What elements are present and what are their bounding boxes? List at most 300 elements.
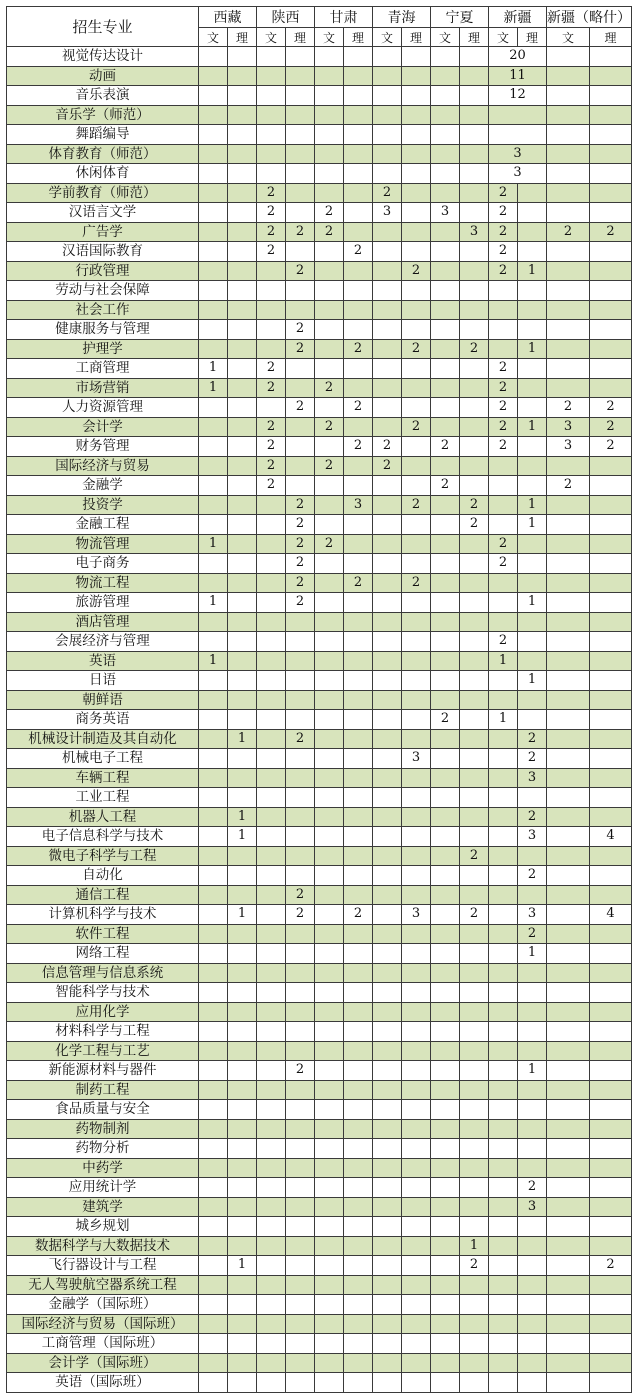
quota-cell: [228, 554, 257, 574]
quota-cell: [199, 1256, 228, 1276]
quota-cell: [286, 300, 315, 320]
quota-cell: 2: [489, 359, 518, 379]
quota-cell: [547, 339, 590, 359]
quota-cell: [460, 281, 489, 301]
major-name-cell: 工商管理: [7, 359, 199, 379]
quota-cell: 1: [199, 359, 228, 379]
quota-cell: 1: [228, 827, 257, 847]
quota-cell: [402, 1158, 431, 1178]
quota-cell: [373, 105, 402, 125]
quota-cell: [315, 1158, 344, 1178]
quota-cell: 3: [518, 768, 547, 788]
quota-cell: [590, 963, 632, 983]
quota-cell: 4: [590, 905, 632, 925]
quota-cell: [518, 534, 547, 554]
quota-cell: [344, 963, 373, 983]
quota-cell: [590, 339, 632, 359]
quota-cell: 2: [257, 437, 286, 457]
quota-cell: [344, 983, 373, 1003]
quota-cell: [315, 651, 344, 671]
major-name-cell: 无人驾驶航空器系统工程: [7, 1275, 199, 1295]
quota-cell: 2: [344, 437, 373, 457]
major-column-header: 招生专业: [7, 7, 199, 47]
quota-cell: [344, 359, 373, 379]
quota-cell: [590, 749, 632, 769]
quota-cell: [344, 632, 373, 652]
quota-cell: [402, 827, 431, 847]
quota-cell: [547, 261, 590, 281]
quota-cell: [518, 632, 547, 652]
quota-cell: [431, 1022, 460, 1042]
quota-cell: 2: [286, 398, 315, 418]
quota-cell: 2: [547, 476, 590, 496]
table-row: [7, 749, 632, 769]
table-row: [7, 827, 632, 847]
table-header: [7, 7, 632, 47]
major-name-cell: 动画: [7, 66, 199, 86]
quota-cell: [199, 1139, 228, 1159]
quota-cell: [402, 1022, 431, 1042]
quota-cell: [344, 1334, 373, 1354]
quota-cell: [228, 456, 257, 476]
quota-cell: [373, 261, 402, 281]
quota-cell: [547, 1236, 590, 1256]
quota-cell: [199, 456, 228, 476]
quota-cell: 2: [344, 242, 373, 262]
quota-cell: [402, 476, 431, 496]
quota-cell: [344, 807, 373, 827]
quota-cell: [228, 1100, 257, 1120]
quota-cell: 3: [431, 203, 460, 223]
quota-cell: [315, 1002, 344, 1022]
quota-cell: [547, 768, 590, 788]
major-name-cell: 健康服务与管理: [7, 320, 199, 340]
quota-cell: [315, 281, 344, 301]
quota-cell: [460, 1275, 489, 1295]
quota-cell: [518, 1295, 547, 1315]
wen-subheader: 文: [489, 28, 518, 47]
quota-cell: [344, 144, 373, 164]
quota-cell: [286, 710, 315, 730]
quota-cell: [286, 1334, 315, 1354]
quota-cell: [547, 1139, 590, 1159]
quota-cell: [431, 164, 460, 184]
quota-cell: [373, 1022, 402, 1042]
quota-cell: [460, 456, 489, 476]
quota-cell: [344, 1119, 373, 1139]
quota-cell: [199, 1295, 228, 1315]
quota-cell: [344, 612, 373, 632]
quota-cell: 2: [315, 222, 344, 242]
quota-cell: [257, 534, 286, 554]
quota-cell: 2: [286, 905, 315, 925]
quota-cell: [228, 768, 257, 788]
quota-cell: [460, 1119, 489, 1139]
quota-cell: [460, 690, 489, 710]
quota-cell: [402, 281, 431, 301]
quota-cell: [315, 1217, 344, 1237]
quota-cell: [373, 515, 402, 535]
major-name-cell: 车辆工程: [7, 768, 199, 788]
quota-cell: [199, 1178, 228, 1198]
major-name-cell: 金融学: [7, 476, 199, 496]
quota-cell: [402, 671, 431, 691]
quota-cell: 1: [518, 1061, 547, 1081]
quota-cell: 2: [257, 476, 286, 496]
quota-cell: [228, 1295, 257, 1315]
quota-cell: [344, 1314, 373, 1334]
major-name-cell: 自动化: [7, 866, 199, 886]
quota-cell: [257, 690, 286, 710]
major-name-cell: 会计学（国际班）: [7, 1353, 199, 1373]
quota-cell: 2: [286, 515, 315, 535]
quota-cell: [199, 437, 228, 457]
quota-cell: 2: [547, 222, 590, 242]
quota-cell: [344, 1080, 373, 1100]
quota-cell: [373, 281, 402, 301]
quota-cell: [431, 671, 460, 691]
quota-cell: [402, 651, 431, 671]
quota-cell: 3: [547, 417, 590, 437]
quota-cell: [286, 1314, 315, 1334]
quota-cell: [431, 320, 460, 340]
table-row: [7, 164, 632, 184]
quota-cell: [547, 86, 590, 106]
quota-cell: [431, 866, 460, 886]
quota-cell: [547, 1373, 590, 1393]
quota-cell: [286, 203, 315, 223]
table-row: [7, 1353, 632, 1373]
quota-cell: 2: [518, 924, 547, 944]
quota-cell: [489, 1080, 518, 1100]
quota-cell: [373, 710, 402, 730]
quota-cell: [547, 1100, 590, 1120]
quota-cell: [547, 378, 590, 398]
quota-cell: [402, 944, 431, 964]
quota-cell: [344, 768, 373, 788]
quota-cell: [489, 495, 518, 515]
quota-cell: [590, 515, 632, 535]
quota-cell: [286, 768, 315, 788]
quota-cell: [590, 866, 632, 886]
quota-cell: 2: [257, 417, 286, 437]
major-name-cell: 休闲体育: [7, 164, 199, 184]
quota-cell: [489, 1197, 518, 1217]
quota-cell: [373, 1002, 402, 1022]
quota-cell: [199, 963, 228, 983]
quota-cell: [286, 632, 315, 652]
quota-cell: [431, 1119, 460, 1139]
table-row: [7, 1139, 632, 1159]
quota-cell: [344, 729, 373, 749]
major-name-cell: 音乐表演: [7, 86, 199, 106]
quota-cell: [315, 710, 344, 730]
quota-cell: [344, 827, 373, 847]
quota-cell: [257, 1217, 286, 1237]
quota-cell: [257, 1061, 286, 1081]
quota-cell: [431, 1295, 460, 1315]
quota-cell: [228, 515, 257, 535]
major-name-cell: 应用化学: [7, 1002, 199, 1022]
major-name-cell: 工业工程: [7, 788, 199, 808]
table-row: [7, 1217, 632, 1237]
table-row: [7, 710, 632, 730]
quota-cell: 1: [518, 495, 547, 515]
quota-cell: [228, 1061, 257, 1081]
quota-cell: [489, 749, 518, 769]
quota-cell: [460, 554, 489, 574]
table-row: [7, 788, 632, 808]
quota-cell: [590, 242, 632, 262]
quota-cell: [373, 476, 402, 496]
table-row: [7, 651, 632, 671]
quota-cell: [286, 242, 315, 262]
quota-cell: [286, 437, 315, 457]
quota-cell: [315, 1197, 344, 1217]
major-name-cell: 护理学: [7, 339, 199, 359]
quota-cell: [344, 1002, 373, 1022]
quota-cell: [199, 203, 228, 223]
quota-cell: [199, 827, 228, 847]
quota-cell: [286, 827, 315, 847]
quota-cell: [489, 846, 518, 866]
quota-cell: [590, 1041, 632, 1061]
quota-cell: 1: [199, 534, 228, 554]
quota-cell: [199, 846, 228, 866]
li-subheader: 理: [228, 28, 257, 47]
quota-cell: [547, 866, 590, 886]
quota-cell: [373, 1100, 402, 1120]
quota-cell: 2: [257, 203, 286, 223]
quota-cell: [460, 1295, 489, 1315]
quota-cell: [373, 944, 402, 964]
quota-cell: [315, 612, 344, 632]
quota-cell: [402, 1100, 431, 1120]
quota-cell: [431, 1061, 460, 1081]
quota-cell: [489, 573, 518, 593]
major-name-cell: 英语: [7, 651, 199, 671]
quota-cell: [315, 437, 344, 457]
quota-cell: [460, 671, 489, 691]
quota-cell: [344, 1178, 373, 1198]
quota-cell: [590, 300, 632, 320]
quota-cell: [344, 183, 373, 203]
table-row: [7, 1373, 632, 1393]
quota-cell: 2: [489, 242, 518, 262]
quota-cell: [228, 1334, 257, 1354]
quota-cell: 2: [489, 554, 518, 574]
quota-cell: [344, 1022, 373, 1042]
quota-cell: [228, 1217, 257, 1237]
quota-cell: [315, 788, 344, 808]
quota-cell: [344, 300, 373, 320]
quota-cell: [199, 1080, 228, 1100]
table-row: [7, 398, 632, 418]
province-header: 宁夏: [431, 7, 489, 28]
quota-cell: 2: [590, 437, 632, 457]
table-row: [7, 66, 632, 86]
quota-cell: [547, 1002, 590, 1022]
quota-cell: [257, 1178, 286, 1198]
quota-cell: [402, 437, 431, 457]
quota-cell: [489, 1236, 518, 1256]
quota-cell: [518, 1334, 547, 1354]
quota-cell: [518, 242, 547, 262]
quota-cell: [402, 203, 431, 223]
quota-cell: [402, 359, 431, 379]
table-row: [7, 456, 632, 476]
quota-cell: [590, 125, 632, 145]
table-row: [7, 632, 632, 652]
quota-cell: 2: [590, 417, 632, 437]
quota-cell: [431, 846, 460, 866]
table-row: [7, 1275, 632, 1295]
quota-cell: [199, 905, 228, 925]
quota-cell: [373, 222, 402, 242]
quota-cell: [547, 944, 590, 964]
quota-cell: 2: [489, 183, 518, 203]
quota-cell: [402, 1178, 431, 1198]
quota-cell: [431, 573, 460, 593]
quota-cell: [460, 1334, 489, 1354]
quota-cell: [518, 1158, 547, 1178]
quota-cell: [590, 768, 632, 788]
quota-cell: [547, 456, 590, 476]
quota-cell: [460, 417, 489, 437]
quota-cell: [489, 1022, 518, 1042]
table-row: [7, 1314, 632, 1334]
quota-cell: [590, 1061, 632, 1081]
quota-cell: [489, 1061, 518, 1081]
quota-cell: [547, 66, 590, 86]
quota-cell: [590, 320, 632, 340]
quota-cell: [228, 983, 257, 1003]
quota-cell: [344, 1373, 373, 1393]
quota-cell: [590, 632, 632, 652]
quota-cell: [199, 320, 228, 340]
quota-cell: [199, 105, 228, 125]
quota-cell: [228, 378, 257, 398]
quota-cell: [373, 1217, 402, 1237]
quota-cell: 2: [489, 203, 518, 223]
quota-cell: [228, 1041, 257, 1061]
quota-cell: 2: [518, 729, 547, 749]
quota-cell: [228, 710, 257, 730]
quota-cell: [402, 866, 431, 886]
major-name-cell: 商务英语: [7, 710, 199, 730]
quota-cell: [431, 222, 460, 242]
quota-cell: [228, 885, 257, 905]
major-name-cell: 朝鲜语: [7, 690, 199, 710]
quota-cell: 2: [315, 534, 344, 554]
quota-cell: [199, 1061, 228, 1081]
quota-cell: [257, 924, 286, 944]
quota-cell: [518, 1353, 547, 1373]
table-row: [7, 437, 632, 457]
quota-cell: [286, 1197, 315, 1217]
quota-cell: 2: [286, 339, 315, 359]
quota-cell: [344, 710, 373, 730]
quota-cell: [373, 534, 402, 554]
quota-cell: [373, 963, 402, 983]
quota-cell: [199, 1041, 228, 1061]
quota-cell: [518, 846, 547, 866]
quota-cell: [590, 554, 632, 574]
quota-cell: [228, 534, 257, 554]
quota-cell: [286, 164, 315, 184]
quota-cell: 2: [460, 1256, 489, 1276]
quota-cell: 1: [228, 807, 257, 827]
quota-cell: [315, 690, 344, 710]
quota-cell: [489, 885, 518, 905]
quota-cell: [286, 1041, 315, 1061]
quota-cell: [431, 125, 460, 145]
quota-cell: [344, 86, 373, 106]
table-row: [7, 320, 632, 340]
quota-cell: [257, 1119, 286, 1139]
table-body: [7, 47, 632, 1393]
quota-cell: [344, 281, 373, 301]
quota-cell: 3: [460, 222, 489, 242]
quota-cell: [489, 924, 518, 944]
quota-cell: [547, 1197, 590, 1217]
quota-cell: [257, 281, 286, 301]
major-name-cell: 广告学: [7, 222, 199, 242]
quota-cell: [199, 300, 228, 320]
quota-cell: [402, 1295, 431, 1315]
quota-cell: [315, 47, 344, 67]
quota-cell: [460, 1158, 489, 1178]
table-row: [7, 963, 632, 983]
quota-cell: 2: [518, 749, 547, 769]
quota-cell: [402, 1197, 431, 1217]
table-row: [7, 495, 632, 515]
quota-cell: [257, 261, 286, 281]
quota-cell: [257, 1158, 286, 1178]
quota-cell: [373, 398, 402, 418]
quota-cell: [590, 593, 632, 613]
quota-cell: [402, 320, 431, 340]
quota-cell: [373, 144, 402, 164]
quota-cell: [547, 1119, 590, 1139]
quota-cell: [344, 417, 373, 437]
quota-cell: [199, 1002, 228, 1022]
table-row: [7, 1197, 632, 1217]
quota-cell: [590, 86, 632, 106]
province-header: 新疆: [489, 7, 547, 28]
quota-cell: [431, 1158, 460, 1178]
quota-cell: [518, 963, 547, 983]
quota-cell: [286, 359, 315, 379]
quota-cell: [518, 1119, 547, 1139]
quota-cell: [199, 768, 228, 788]
quota-cell: [547, 47, 590, 67]
quota-cell: [590, 1022, 632, 1042]
quota-cell: [373, 788, 402, 808]
table-row: [7, 573, 632, 593]
quota-cell: 2: [547, 398, 590, 418]
quota-cell: [228, 203, 257, 223]
quota-cell: [460, 1061, 489, 1081]
quota-cell: [315, 66, 344, 86]
quota-cell: [402, 1334, 431, 1354]
quota-cell: [489, 339, 518, 359]
major-name-cell: 软件工程: [7, 924, 199, 944]
quota-cell: [199, 710, 228, 730]
quota-cell: [547, 983, 590, 1003]
quota-cell: [344, 1100, 373, 1120]
quota-cell: [228, 612, 257, 632]
